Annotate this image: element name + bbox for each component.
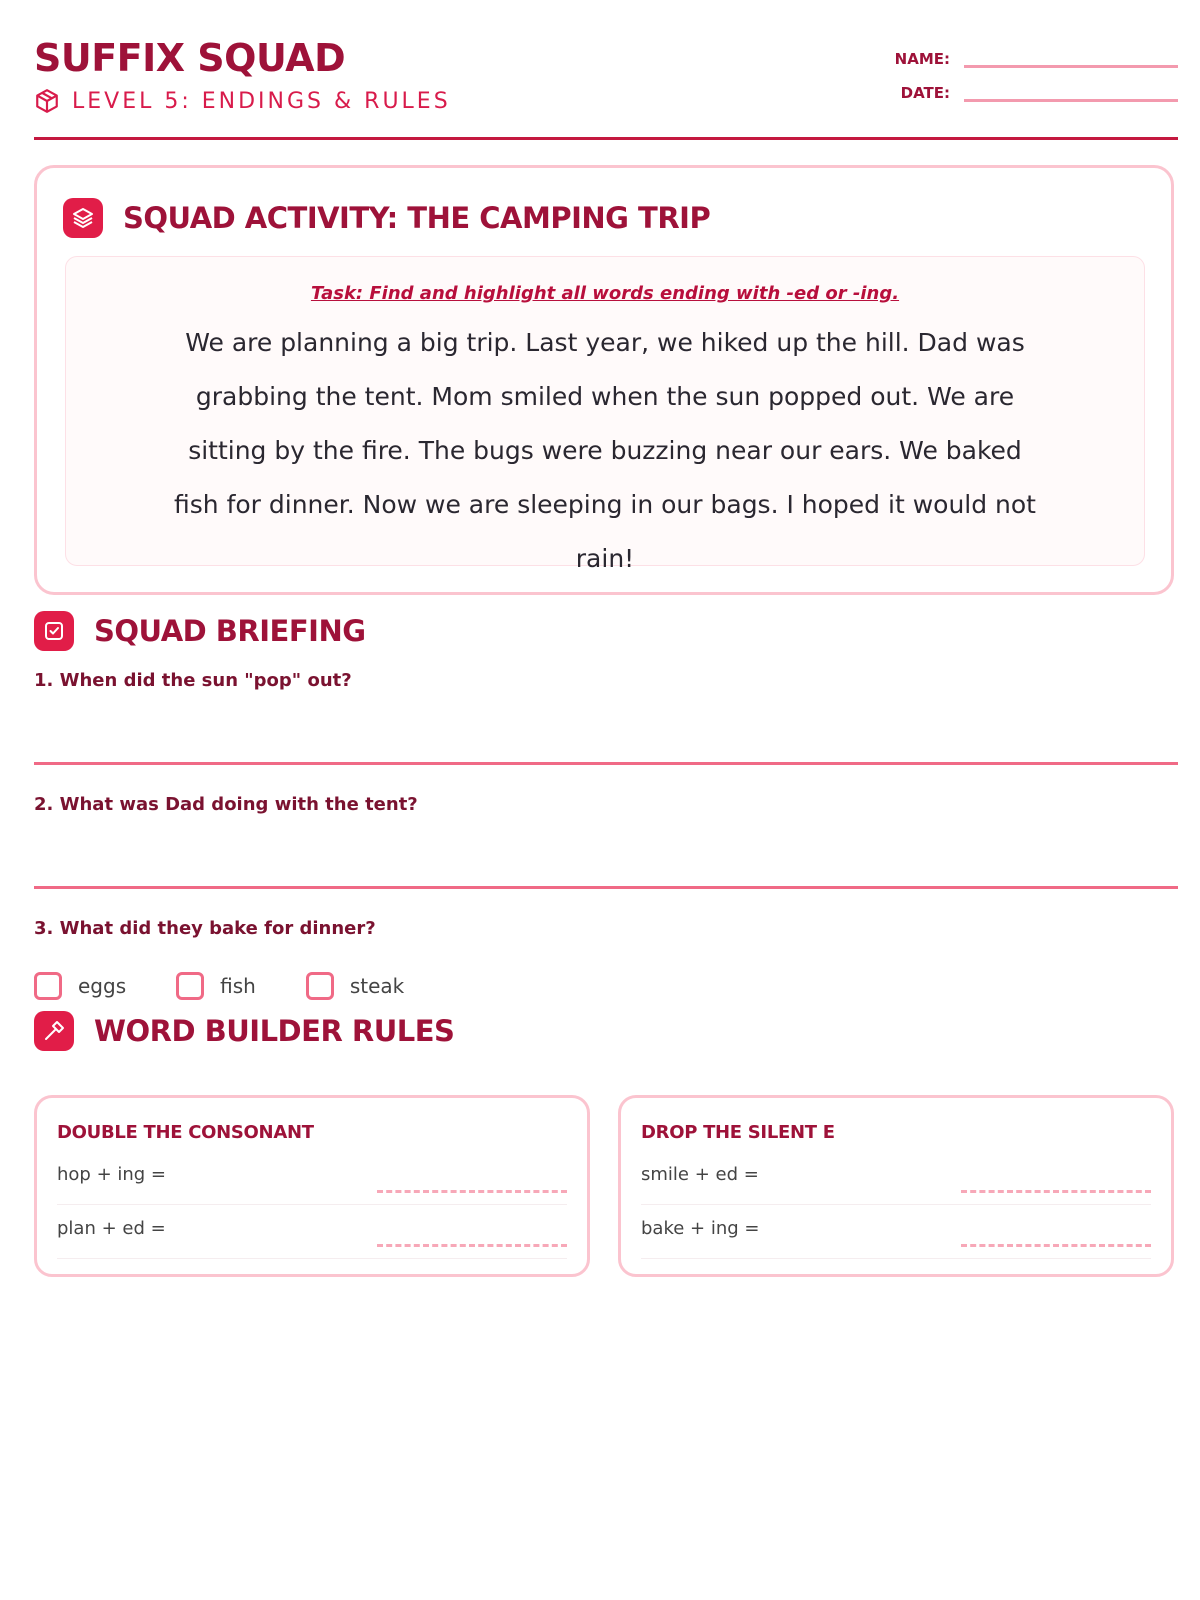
question-2: 2. What was Dad doing with the tent? bbox=[34, 794, 418, 815]
date-field[interactable] bbox=[901, 84, 1178, 102]
task-instruction: Task: Find and highlight all words ending with -ed or -ing. bbox=[310, 283, 900, 304]
equation: bake + ing = bbox=[641, 1218, 760, 1239]
level-label: LEVEL 5: ENDINGS & RULES bbox=[72, 88, 451, 114]
equation: smile + ed = bbox=[641, 1164, 759, 1185]
equation: hop + ing = bbox=[57, 1164, 167, 1185]
name-field[interactable] bbox=[895, 50, 1178, 68]
header bbox=[34, 0, 1178, 140]
rules-heading: WORD BUILDER RULES bbox=[94, 1014, 455, 1048]
subtitle bbox=[34, 88, 451, 114]
checkbox[interactable] bbox=[176, 972, 204, 1000]
briefing-header bbox=[34, 611, 366, 651]
checklist-icon bbox=[34, 611, 74, 651]
rule-box-double bbox=[34, 1095, 590, 1277]
rules-header bbox=[34, 1011, 454, 1051]
cube-icon bbox=[34, 88, 60, 114]
answer-line-2[interactable] bbox=[34, 886, 1178, 889]
rule-row bbox=[641, 1210, 1151, 1259]
answer-blank[interactable] bbox=[961, 1244, 1151, 1247]
name-line[interactable] bbox=[964, 65, 1178, 68]
activity-card bbox=[34, 165, 1174, 595]
option-label: eggs bbox=[78, 974, 127, 998]
rule-row bbox=[641, 1156, 1151, 1205]
option-label: steak bbox=[349, 974, 405, 998]
option-label: fish bbox=[220, 974, 256, 998]
question-3: 3. What did they bake for dinner? bbox=[34, 918, 376, 939]
hammer-icon bbox=[34, 1011, 74, 1051]
answer-options bbox=[34, 972, 454, 1000]
activity-header bbox=[63, 198, 710, 238]
answer-blank[interactable] bbox=[377, 1244, 567, 1247]
answer-blank[interactable] bbox=[961, 1190, 1151, 1193]
date-label: DATE: bbox=[900, 84, 950, 102]
question-1: 1. When did the sun "pop" out? bbox=[34, 670, 352, 691]
rule-row bbox=[57, 1210, 567, 1259]
checkbox[interactable] bbox=[306, 972, 334, 1000]
rule-box-silent-e bbox=[618, 1095, 1174, 1277]
answer-blank[interactable] bbox=[377, 1190, 567, 1193]
rule-title: DROP THE SILENT E bbox=[641, 1122, 835, 1143]
rule-row bbox=[57, 1156, 567, 1205]
story-box bbox=[65, 256, 1145, 573]
page-title: SUFFIX SQUAD bbox=[34, 36, 346, 80]
name-label: NAME: bbox=[894, 50, 950, 68]
option-fish[interactable] bbox=[176, 972, 256, 1000]
activity-heading: SQUAD ACTIVITY: THE CAMPING TRIP bbox=[123, 201, 711, 235]
equation: plan + ed = bbox=[57, 1218, 166, 1239]
option-eggs[interactable] bbox=[34, 972, 126, 1000]
date-line[interactable] bbox=[964, 99, 1178, 102]
story-passage[interactable]: We are planning a big trip. Last year, we hiked up the hill. Dad was grabbing the tent. Mom smiled when the sun popped out. We are sitting by the fire. The bugs were buzzing near our ears. We baked fish for dinner. Now we are sleeping in our bags. I hoped it would not rain! bbox=[174, 328, 1036, 573]
worksheet bbox=[34, 0, 1178, 1239]
checkbox[interactable] bbox=[34, 972, 62, 1000]
option-steak[interactable] bbox=[306, 972, 404, 1000]
briefing-heading: SQUAD BRIEFING bbox=[94, 614, 366, 648]
layers-icon bbox=[63, 198, 103, 238]
answer-line-1[interactable] bbox=[34, 762, 1178, 765]
rule-title: DOUBLE THE CONSONANT bbox=[57, 1122, 314, 1143]
